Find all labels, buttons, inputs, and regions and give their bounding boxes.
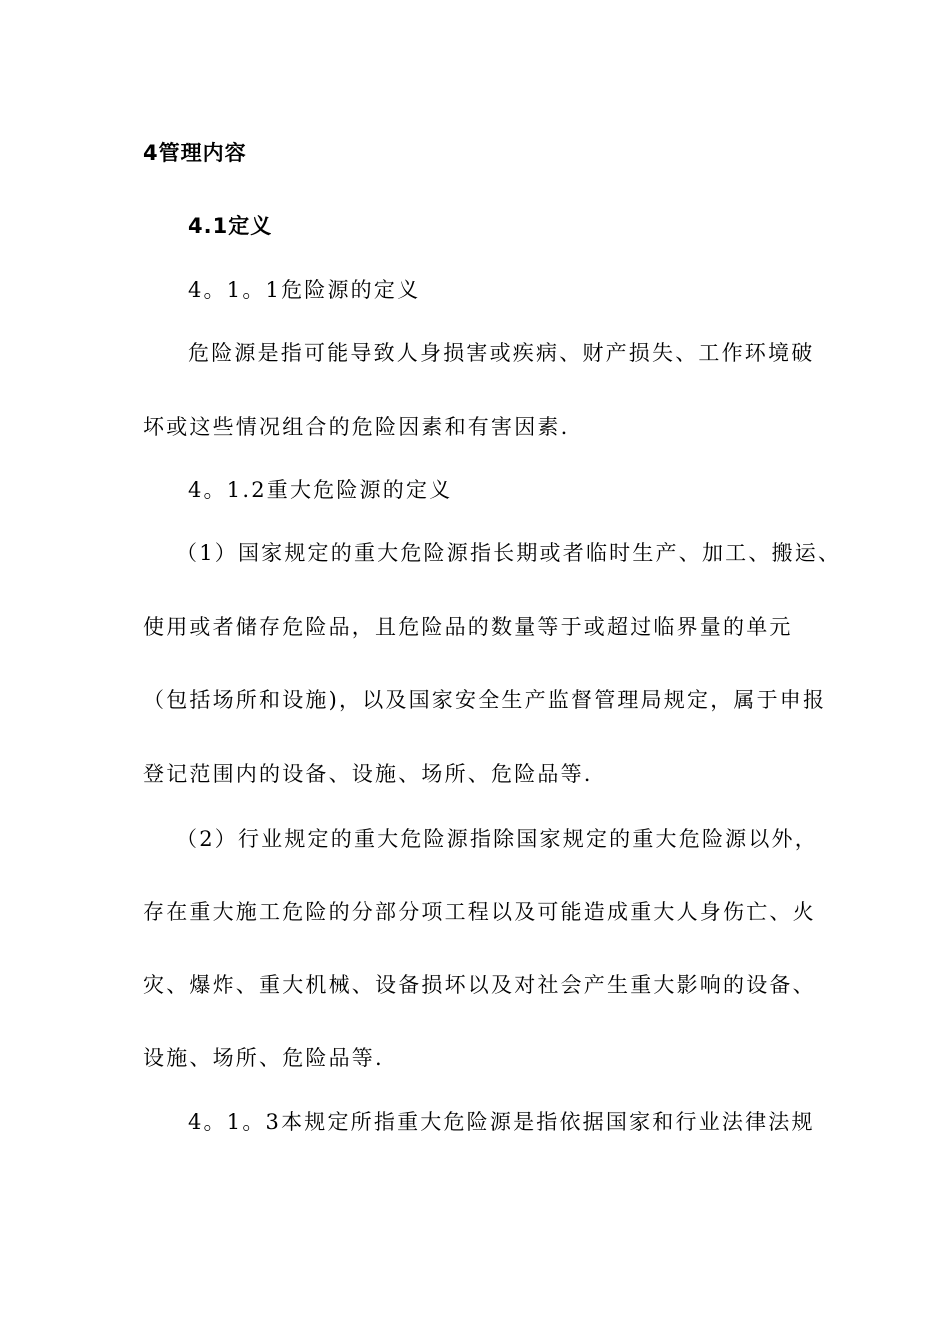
clause-heading-4-1-2: 4。1.2重大危险源的定义 <box>188 478 453 502</box>
paragraph-line: 使用或者储存危险品，且危险品的数量等于或超过临界量的单元 <box>143 615 793 639</box>
paragraph-line: 存在重大施工危险的分部分项工程以及可能造成重大人身伤亡、火 <box>143 900 816 924</box>
clause-heading-4-1-3: 4。1。3本规定所指重大危险源是指依据国家和行业法律法规 <box>188 1110 815 1134</box>
paragraph-line: 灾、爆炸、重大机械、设备损坏以及对社会产生重大影响的设备、 <box>143 973 816 997</box>
paragraph-line: 坏或这些情况组合的危险因素和有害因素. <box>143 415 570 439</box>
paragraph-line: （包括场所和设施)，以及国家安全生产监督管理局规定，属于申报 <box>143 688 827 712</box>
paragraph-line: （1）国家规定的重大危险源指长期或者临时生产、加工、搬运、 <box>176 541 842 565</box>
paragraph-line: 危险源是指可能导致人身损害或疾病、财产损失、工作环境破 <box>188 341 815 365</box>
paragraph-line: 设施、场所、危险品等. <box>143 1046 384 1070</box>
paragraph-line: 登记范围内的设备、设施、场所、危险品等. <box>143 762 593 786</box>
clause-heading-4-1-1: 4。1。1危险源的定义 <box>188 278 421 302</box>
subsection-heading: 4.1定义 <box>188 214 273 238</box>
paragraph-line: （2）行业规定的重大危险源指除国家规定的重大危险源以外， <box>176 827 818 851</box>
section-heading: 4管理内容 <box>143 141 247 165</box>
